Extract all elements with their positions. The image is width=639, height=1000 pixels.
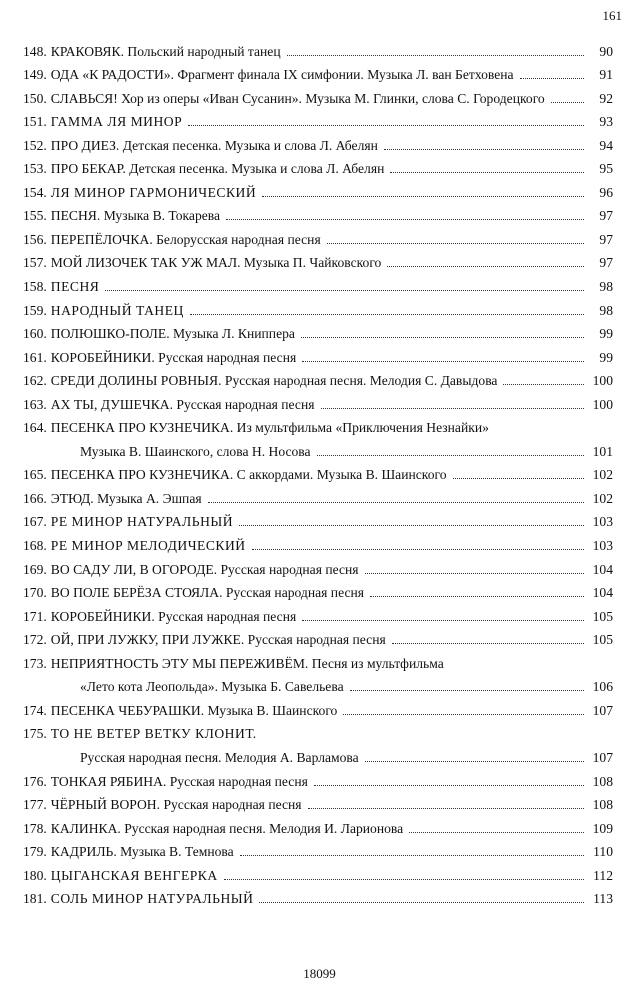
entry-title: НАРОДНЫЙ ТАНЕЦ bbox=[50, 302, 184, 318]
entry-page: 105 bbox=[592, 632, 613, 648]
toc-entry bbox=[23, 107, 613, 131]
entry-page: 100 bbox=[592, 373, 613, 389]
entry-title: ОЙ, ПРИ ЛУЖКУ, ПРИ ЛУЖКЕ. bbox=[50, 632, 245, 648]
dot-leader bbox=[239, 524, 584, 526]
entry-text bbox=[47, 491, 202, 507]
entry-description: Русская народная песня bbox=[247, 632, 386, 648]
dot-leader bbox=[302, 619, 584, 621]
entry-description: Белорусская народная песня bbox=[156, 231, 321, 247]
entry-text bbox=[47, 821, 403, 837]
toc-entry bbox=[23, 460, 613, 484]
toc-entry bbox=[23, 271, 613, 295]
toc-entry bbox=[23, 413, 613, 437]
entry-number: 151. bbox=[23, 114, 47, 130]
entry-page: 93 bbox=[599, 114, 613, 130]
entry-number: 174. bbox=[23, 702, 47, 718]
toc-entry bbox=[23, 719, 613, 743]
dot-leader bbox=[308, 807, 584, 809]
entry-description: С аккордами. Музыка В. Шаинского bbox=[236, 467, 447, 483]
entry-number: 167. bbox=[23, 514, 47, 530]
dot-leader bbox=[208, 501, 584, 503]
entry-page: 104 bbox=[592, 585, 613, 601]
dot-leader bbox=[365, 760, 584, 762]
toc-entry bbox=[23, 554, 613, 578]
toc-entry bbox=[23, 130, 613, 154]
toc-entry bbox=[23, 884, 613, 908]
entry-title: ПЕСЕНКА ПРО КУЗНЕЧИКА. bbox=[50, 420, 234, 436]
entry-page: 107 bbox=[592, 702, 613, 718]
dot-leader bbox=[105, 289, 584, 291]
entry-number: 152. bbox=[23, 137, 47, 153]
entry-description: Из мультфильма «Приключения Незнайки» bbox=[236, 420, 489, 436]
entry-description: Польский народный танец bbox=[127, 43, 281, 59]
entry-title: СЛАВЬСЯ! bbox=[50, 90, 118, 106]
entry-page: 105 bbox=[592, 608, 613, 624]
entry-text bbox=[47, 303, 184, 319]
entry-text bbox=[47, 232, 321, 248]
entry-page: 91 bbox=[599, 67, 613, 83]
entry-page: 102 bbox=[592, 490, 613, 506]
entry-description: Песня из мультфильма bbox=[311, 655, 444, 671]
entry-number: 179. bbox=[23, 844, 47, 860]
entry-number: 163. bbox=[23, 396, 47, 412]
entry-text bbox=[47, 255, 382, 271]
dot-leader bbox=[317, 454, 584, 456]
entry-text bbox=[47, 726, 257, 742]
entry-title: ТО НЕ ВЕТЕР ВЕТКУ КЛОНИТ. bbox=[50, 726, 257, 742]
entry-title: ПЕСНЯ bbox=[50, 279, 100, 295]
dot-leader bbox=[226, 218, 584, 220]
dot-leader bbox=[390, 171, 584, 173]
entry-title: КАЛИНКА. bbox=[50, 820, 121, 836]
entry-page: 95 bbox=[599, 161, 613, 177]
entry-title: АХ ТЫ, ДУШЕЧКА. bbox=[50, 396, 173, 412]
entry-text bbox=[47, 797, 302, 813]
entry-page: 94 bbox=[599, 137, 613, 153]
entry-title: ПЕСНЯ. bbox=[50, 208, 101, 224]
entry-text bbox=[47, 562, 359, 578]
entry-page: 101 bbox=[592, 443, 613, 459]
dot-leader bbox=[453, 477, 584, 479]
entry-page: 106 bbox=[592, 679, 613, 695]
entry-page: 90 bbox=[599, 43, 613, 59]
entry-title: КОРОБЕЙНИКИ. bbox=[50, 349, 155, 365]
entry-number: 177. bbox=[23, 797, 47, 813]
toc-entry bbox=[23, 507, 613, 531]
entry-description: Музыка Л. Книппера bbox=[173, 326, 295, 342]
entry-text bbox=[47, 44, 281, 60]
entry-title: ПЕСЕНКА ЧЕБУРАШКИ. bbox=[50, 702, 205, 718]
entry-description: Русская народная песня bbox=[220, 561, 359, 577]
dot-leader bbox=[520, 77, 584, 79]
dot-leader bbox=[262, 195, 584, 197]
entry-description: Русская народная песня bbox=[163, 797, 302, 813]
entry-page: 99 bbox=[599, 326, 613, 342]
entry-number: 170. bbox=[23, 585, 47, 601]
entry-description: Русская народная песня. Мелодия И. Ларионова bbox=[124, 820, 404, 836]
toc-entry bbox=[23, 177, 613, 201]
entry-text bbox=[47, 67, 514, 83]
entry-number: 154. bbox=[23, 184, 47, 200]
entry-page: 107 bbox=[592, 749, 613, 765]
entry-page: 112 bbox=[593, 867, 613, 883]
entry-text bbox=[47, 467, 447, 483]
toc-entry bbox=[23, 224, 613, 248]
entry-page: 108 bbox=[592, 797, 613, 813]
toc-entry bbox=[23, 790, 613, 814]
entry-title: СОЛЬ МИНОР НАТУРАЛЬНЫЙ bbox=[50, 891, 254, 907]
entry-continuation-text: «Лето кота Леопольда». Музыка Б. Савельева bbox=[80, 679, 344, 695]
entry-title: КРАКОВЯК. bbox=[50, 43, 124, 59]
toc-entry-continuation bbox=[23, 742, 613, 766]
entry-title: ВО ПОЛЕ БЕРЁЗА СТОЯЛА. bbox=[50, 585, 223, 601]
entry-page: 102 bbox=[592, 467, 613, 483]
entry-title: КОРОБЕЙНИКИ. bbox=[50, 608, 155, 624]
entry-number: 155. bbox=[23, 208, 47, 224]
dot-leader bbox=[503, 383, 584, 385]
toc-entry bbox=[23, 366, 613, 390]
entry-number: 157. bbox=[23, 255, 47, 271]
entry-text bbox=[47, 703, 338, 719]
page-number: 161 bbox=[602, 8, 622, 23]
table-of-contents bbox=[23, 36, 613, 907]
entry-number: 162. bbox=[23, 373, 47, 389]
dot-leader bbox=[551, 101, 584, 103]
dot-leader bbox=[327, 242, 584, 244]
dot-leader bbox=[188, 124, 584, 126]
entry-description: Фрагмент финала IX симфонии. Музыка Л. ван Бетховена bbox=[177, 67, 514, 83]
entry-number: 149. bbox=[23, 67, 47, 83]
dot-leader bbox=[314, 784, 584, 786]
dot-leader bbox=[321, 407, 585, 409]
entry-title: КАДРИЛЬ. bbox=[50, 844, 117, 860]
entry-page: 92 bbox=[599, 90, 613, 106]
entry-number: 150. bbox=[23, 90, 47, 106]
entry-number: 180. bbox=[23, 867, 47, 883]
dot-leader bbox=[252, 548, 584, 550]
entry-number: 158. bbox=[23, 279, 47, 295]
toc-entry bbox=[23, 36, 613, 60]
entry-number: 166. bbox=[23, 490, 47, 506]
entry-number: 175. bbox=[23, 726, 47, 742]
entry-text bbox=[47, 373, 498, 389]
entry-page: 113 bbox=[593, 891, 613, 907]
entry-title: ВО САДУ ЛИ, В ОГОРОДЕ. bbox=[50, 561, 218, 577]
dot-leader bbox=[370, 595, 584, 597]
entry-number: 165. bbox=[23, 467, 47, 483]
entry-text bbox=[47, 91, 545, 107]
entry-number: 169. bbox=[23, 561, 47, 577]
entry-text bbox=[47, 656, 444, 672]
dot-leader bbox=[240, 854, 584, 856]
entry-title: РЕ МИНОР МЕЛОДИЧЕСКИЙ bbox=[50, 538, 246, 554]
dot-leader bbox=[387, 265, 584, 267]
entry-number: 178. bbox=[23, 820, 47, 836]
toc-entry bbox=[23, 648, 613, 672]
toc-entry bbox=[23, 695, 613, 719]
toc-entry bbox=[23, 625, 613, 649]
toc-entry bbox=[23, 342, 613, 366]
entry-description: Русская народная песня. Мелодия С. Давыдова bbox=[224, 373, 498, 389]
entry-page: 109 bbox=[592, 820, 613, 836]
dot-leader bbox=[343, 713, 584, 715]
entry-description: Музыка П. Чайковского bbox=[243, 255, 382, 271]
entry-title: ПОЛЮШКО-ПОЛЕ. bbox=[50, 326, 170, 342]
entry-page: 97 bbox=[599, 255, 613, 271]
entry-number: 160. bbox=[23, 326, 47, 342]
entry-number: 156. bbox=[23, 231, 47, 247]
entry-text bbox=[47, 868, 218, 884]
entry-description: Музыка А. Эшпая bbox=[97, 490, 202, 506]
entry-title: МОЙ ЛИЗОЧЕК ТАК УЖ МАЛ. bbox=[50, 255, 241, 271]
entry-title: ЛЯ МИНОР ГАРМОНИЧЕСКИЙ bbox=[50, 184, 257, 200]
entry-page: 99 bbox=[599, 349, 613, 365]
toc-entry bbox=[23, 578, 613, 602]
toc-entry bbox=[23, 860, 613, 884]
entry-text bbox=[47, 185, 256, 201]
entry-description: Детская песенка. Музыка и слова Л. Абелян bbox=[122, 137, 378, 153]
toc-entry bbox=[23, 813, 613, 837]
toc-entry bbox=[23, 201, 613, 225]
entry-text bbox=[47, 161, 385, 177]
footer-code: 18099 bbox=[303, 966, 336, 981]
entry-text bbox=[47, 350, 296, 366]
entry-text bbox=[47, 138, 378, 154]
entry-text bbox=[47, 279, 100, 295]
entry-page: 104 bbox=[592, 561, 613, 577]
dot-leader bbox=[259, 901, 584, 903]
entry-description: Русская народная песня bbox=[225, 585, 365, 601]
toc-entry bbox=[23, 389, 613, 413]
entry-description: Русская народная песня bbox=[169, 773, 308, 789]
entry-continuation-text: Музыка В. Шаинского, слова Н. Носова bbox=[80, 443, 311, 459]
entry-text bbox=[47, 538, 246, 554]
entry-number: 148. bbox=[23, 43, 47, 59]
entry-text bbox=[47, 514, 233, 530]
toc-entry bbox=[23, 601, 613, 625]
entry-page: 98 bbox=[599, 279, 613, 295]
entry-page: 97 bbox=[599, 231, 613, 247]
entry-title: ПРО БЕКАР. bbox=[50, 161, 126, 177]
entry-text bbox=[47, 585, 364, 601]
entry-continuation-text: Русская народная песня. Мелодия А. Варламова bbox=[80, 749, 359, 765]
entry-description: Детская песенка. Музыка и слова Л. Абелян bbox=[129, 161, 385, 177]
entry-page: 96 bbox=[599, 184, 613, 200]
toc-entry bbox=[23, 483, 613, 507]
entry-number: 171. bbox=[23, 608, 47, 624]
toc-entry bbox=[23, 319, 613, 343]
entry-description: Музыка В. Токарева bbox=[103, 208, 221, 224]
entry-description: Хор из оперы «Иван Сусанин». Музыка М. Глинки, слова С. Городецкого bbox=[121, 90, 545, 106]
entry-title: ПРО ДИЕЗ. bbox=[50, 137, 120, 153]
entry-title: ЦЫГАНСКАЯ ВЕНГЕРКА bbox=[50, 867, 218, 883]
entry-title: ПЕСЕНКА ПРО КУЗНЕЧИКА. bbox=[50, 467, 234, 483]
toc-entry bbox=[23, 766, 613, 790]
entry-title: СРЕДИ ДОЛИНЫ РОВНЫЯ. bbox=[50, 373, 222, 389]
entry-title: ОДА «К РАДОСТИ». bbox=[50, 67, 174, 83]
entry-title: РЕ МИНОР НАТУРАЛЬНЫЙ bbox=[50, 514, 234, 530]
entry-title: ГАММА ЛЯ МИНОР bbox=[50, 114, 183, 130]
dot-leader bbox=[365, 572, 584, 574]
entry-number: 159. bbox=[23, 302, 47, 318]
entry-page: 98 bbox=[599, 302, 613, 318]
entry-text bbox=[47, 114, 182, 130]
entry-number: 181. bbox=[23, 891, 47, 907]
dot-leader bbox=[190, 313, 584, 315]
dot-leader bbox=[224, 878, 584, 880]
entry-number: 164. bbox=[23, 420, 47, 436]
entry-page: 103 bbox=[592, 514, 613, 530]
toc-entry-continuation bbox=[23, 436, 613, 460]
dot-leader bbox=[301, 336, 584, 338]
entry-number: 153. bbox=[23, 161, 47, 177]
entry-text bbox=[47, 844, 234, 860]
entry-page: 103 bbox=[592, 538, 613, 554]
entry-number: 176. bbox=[23, 773, 47, 789]
entry-title: ЭТЮД. bbox=[50, 490, 94, 506]
entry-number: 173. bbox=[23, 655, 47, 671]
toc-entry bbox=[23, 83, 613, 107]
entry-text bbox=[47, 609, 296, 625]
entry-title: ПЕРЕПЁЛОЧКА. bbox=[50, 231, 153, 247]
entry-page: 108 bbox=[592, 773, 613, 789]
toc-entry bbox=[23, 154, 613, 178]
dot-leader bbox=[409, 831, 584, 833]
entry-page: 97 bbox=[599, 208, 613, 224]
entry-text bbox=[47, 397, 315, 413]
toc-entry bbox=[23, 837, 613, 861]
entry-text bbox=[47, 774, 308, 790]
entry-description: Русская народная песня bbox=[158, 349, 297, 365]
entry-page: 100 bbox=[592, 396, 613, 412]
toc-entry bbox=[23, 530, 613, 554]
entry-number: 172. bbox=[23, 632, 47, 648]
toc-entry bbox=[23, 248, 613, 272]
entry-title: ЧЁРНЫЙ ВОРОН. bbox=[50, 797, 161, 813]
entry-text bbox=[47, 420, 489, 436]
entry-text bbox=[47, 891, 254, 907]
dot-leader bbox=[302, 360, 584, 362]
entry-title: НЕПРИЯТНОСТЬ ЭТУ МЫ ПЕРЕЖИВЁМ. bbox=[50, 655, 309, 671]
entry-page: 110 bbox=[593, 844, 613, 860]
entry-text bbox=[47, 326, 295, 342]
entry-number: 168. bbox=[23, 538, 47, 554]
entry-description: Музыка В. Темнова bbox=[120, 844, 234, 860]
entry-description: Русская народная песня bbox=[176, 396, 315, 412]
dot-leader bbox=[384, 148, 584, 150]
entry-description: Музыка В. Шаинского bbox=[207, 702, 338, 718]
toc-entry bbox=[23, 60, 613, 84]
entry-description: Русская народная песня bbox=[158, 608, 297, 624]
dot-leader bbox=[287, 54, 584, 56]
entry-title: ТОНКАЯ РЯБИНА. bbox=[50, 773, 167, 789]
dot-leader bbox=[350, 689, 584, 691]
toc-entry bbox=[23, 295, 613, 319]
toc-entry-continuation bbox=[23, 672, 613, 696]
entry-text bbox=[47, 632, 386, 648]
dot-leader bbox=[392, 642, 584, 644]
entry-number: 161. bbox=[23, 349, 47, 365]
entry-text bbox=[47, 208, 220, 224]
